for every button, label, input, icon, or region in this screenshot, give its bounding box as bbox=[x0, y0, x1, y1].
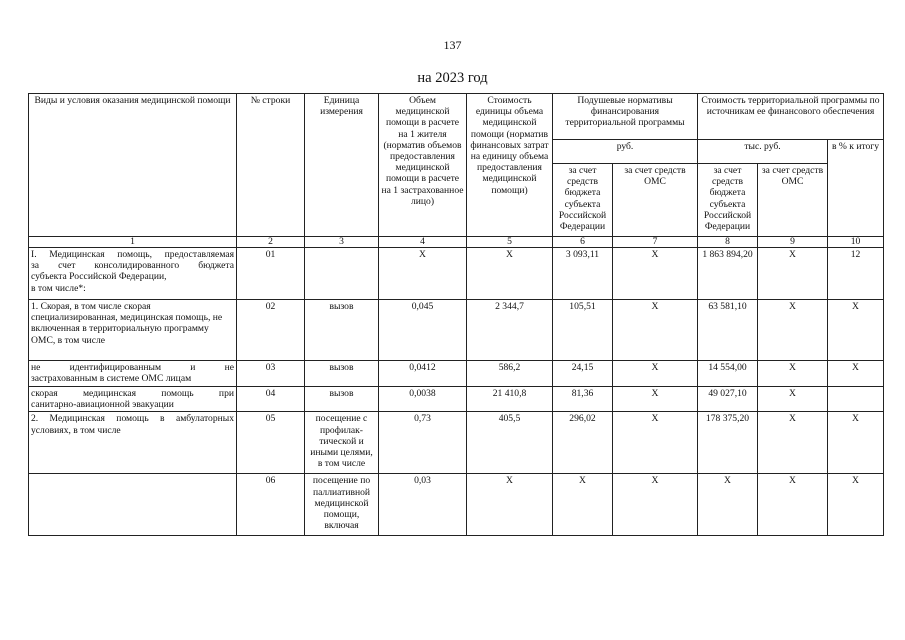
header-program-cost: Стоимость территориальной программы по источникам ее финансового обеспечения bbox=[698, 94, 884, 140]
row-oms-rub: Х bbox=[613, 412, 698, 474]
header-unit: Единица измерения bbox=[305, 94, 379, 237]
row-volume: 0,045 bbox=[379, 300, 467, 361]
row-oms-rub: Х bbox=[613, 474, 698, 536]
column-index: 1 bbox=[29, 237, 237, 248]
row-percent: 12 bbox=[828, 248, 884, 300]
row-volume: 0,03 bbox=[379, 474, 467, 536]
row-volume: 0,73 bbox=[379, 412, 467, 474]
row-budget-rub: 3 093,11 bbox=[553, 248, 613, 300]
row-unit: вызов bbox=[305, 387, 379, 412]
row-name-line: не идентифицированным и не bbox=[31, 362, 234, 373]
column-index-row bbox=[29, 237, 884, 248]
row-number: 02 bbox=[237, 300, 305, 361]
row-budget-rub: 24,15 bbox=[553, 361, 613, 387]
column-index: 7 bbox=[613, 237, 698, 248]
row-name bbox=[29, 248, 237, 300]
row-name-line: I. Медицинская помощь, предоставляемая bbox=[31, 249, 234, 260]
row-name bbox=[29, 361, 237, 387]
header-rub: руб. bbox=[553, 140, 698, 164]
row-oms-thousand: Х bbox=[758, 412, 828, 474]
header-row-1 bbox=[29, 94, 884, 140]
row-budget-thousand: 49 027,10 bbox=[698, 387, 758, 412]
row-oms-thousand: Х bbox=[758, 361, 828, 387]
row-oms-rub: Х bbox=[613, 300, 698, 361]
row-budget-thousand: 1 863 894,20 bbox=[698, 248, 758, 300]
column-index: 6 bbox=[553, 237, 613, 248]
row-percent: Х bbox=[828, 474, 884, 536]
row-unit: посещение по паллиативной медицинской помощи, включая bbox=[305, 474, 379, 536]
header-oms-rub: за счет средств ОМС bbox=[613, 164, 698, 237]
column-index: 10 bbox=[828, 237, 884, 248]
row-name-line: условиях, в том числе bbox=[31, 424, 121, 436]
row-number: 05 bbox=[237, 412, 305, 474]
row-cost: 586,2 bbox=[467, 361, 553, 387]
row-cost: 2 344,7 bbox=[467, 300, 553, 361]
row-name-line: за счет консолидированного бюджета bbox=[31, 260, 234, 272]
row-oms-thousand: Х bbox=[758, 300, 828, 361]
row-unit: посещение с профилак-тической и иными целями, в том числе bbox=[305, 412, 379, 474]
row-oms-rub: Х bbox=[613, 248, 698, 300]
table-row bbox=[29, 361, 884, 387]
row-volume: Х bbox=[379, 248, 467, 300]
row-name bbox=[29, 474, 237, 536]
row-oms-thousand: Х bbox=[758, 387, 828, 412]
row-name bbox=[29, 412, 237, 474]
row-name-line: субъекта Российской Федерации, bbox=[31, 271, 167, 283]
document-title: на 2023 год bbox=[417, 70, 488, 86]
row-budget-thousand: 178 375,20 bbox=[698, 412, 758, 474]
column-index: 2 bbox=[237, 237, 305, 248]
row-oms-thousand: Х bbox=[758, 474, 828, 536]
page-number: 137 bbox=[443, 38, 462, 52]
row-number: 06 bbox=[237, 474, 305, 536]
row-number: 01 bbox=[237, 248, 305, 300]
row-budget-rub: 105,51 bbox=[553, 300, 613, 361]
row-name-line: санитарно-авиационной эвакуации bbox=[31, 399, 174, 411]
header-row-number: № строки bbox=[237, 94, 305, 237]
row-volume: 0,0038 bbox=[379, 387, 467, 412]
row-cost: 405,5 bbox=[467, 412, 553, 474]
row-budget-rub: Х bbox=[553, 474, 613, 536]
header-budget-rub: за счет средств бюджета субъекта Российской Федерации bbox=[553, 164, 613, 237]
header-per-capita-norms: Подушевые нормативы финансирования территориальной программы bbox=[553, 94, 698, 140]
column-index: 4 bbox=[379, 237, 467, 248]
row-oms-rub: Х bbox=[613, 361, 698, 387]
column-index: 5 bbox=[467, 237, 553, 248]
header-kind: Виды и условия оказания медицинской помощи bbox=[29, 94, 237, 237]
column-index: 3 bbox=[305, 237, 379, 248]
row-budget-rub: 81,36 bbox=[553, 387, 613, 412]
row-unit: вызов bbox=[305, 361, 379, 387]
row-name-line: скорая медицинская помощь при bbox=[31, 388, 234, 399]
financing-table bbox=[28, 93, 884, 536]
row-percent: Х bbox=[828, 300, 884, 361]
row-unit: вызов bbox=[305, 300, 379, 361]
row-percent bbox=[828, 387, 884, 412]
table-row bbox=[29, 474, 884, 536]
row-name-line: застрахованным в системе ОМС лицам bbox=[31, 373, 192, 385]
row-oms-rub: Х bbox=[613, 387, 698, 412]
row-name-line: 2. Медицинская помощь в амбулаторных bbox=[31, 413, 234, 425]
header-budget-thousand: за счет средств бюджета субъекта Российской Федерации bbox=[698, 164, 758, 237]
row-budget-thousand: 14 554,00 bbox=[698, 361, 758, 387]
row-unit bbox=[305, 248, 379, 300]
header-thousand-rub: тыс. руб. bbox=[698, 140, 828, 164]
row-volume: 0,0412 bbox=[379, 361, 467, 387]
row-percent: Х bbox=[828, 412, 884, 474]
row-number: 03 bbox=[237, 361, 305, 387]
table-row bbox=[29, 300, 884, 361]
table-row bbox=[29, 412, 884, 474]
row-name: 1. Скорая, в том числе скорая специализированная, медицинская помощь, не включенная в территориальную программу ОМС, в том числе bbox=[29, 300, 237, 361]
row-cost: Х bbox=[467, 474, 553, 536]
row-percent: Х bbox=[828, 361, 884, 387]
header-volume: Объем медицинской помощи в расчете на 1 жителя (норматив объемов предоставления медицинской помощи в расчете на 1 застрахованное лицо) bbox=[379, 94, 467, 237]
row-budget-rub: 296,02 bbox=[553, 412, 613, 474]
row-number: 04 bbox=[237, 387, 305, 412]
header-cost: Стоимость единицы объема медицинской помощи (норматив финансовых затрат на единицу объема предоставления медицинской помощи) bbox=[467, 94, 553, 237]
row-cost: 21 410,8 bbox=[467, 387, 553, 412]
column-index: 8 bbox=[698, 237, 758, 248]
header-percent: в % к итогу bbox=[828, 140, 884, 237]
row-name bbox=[29, 387, 237, 412]
row-budget-thousand: 63 581,10 bbox=[698, 300, 758, 361]
table-row bbox=[29, 387, 884, 412]
row-cost: Х bbox=[467, 248, 553, 300]
column-index: 9 bbox=[758, 237, 828, 248]
table-row bbox=[29, 248, 884, 300]
header-oms-thousand: за счет средств ОМС bbox=[758, 164, 828, 237]
row-name-line: в том числе*: bbox=[31, 282, 86, 294]
row-oms-thousand: Х bbox=[758, 248, 828, 300]
row-budget-thousand: Х bbox=[698, 474, 758, 536]
